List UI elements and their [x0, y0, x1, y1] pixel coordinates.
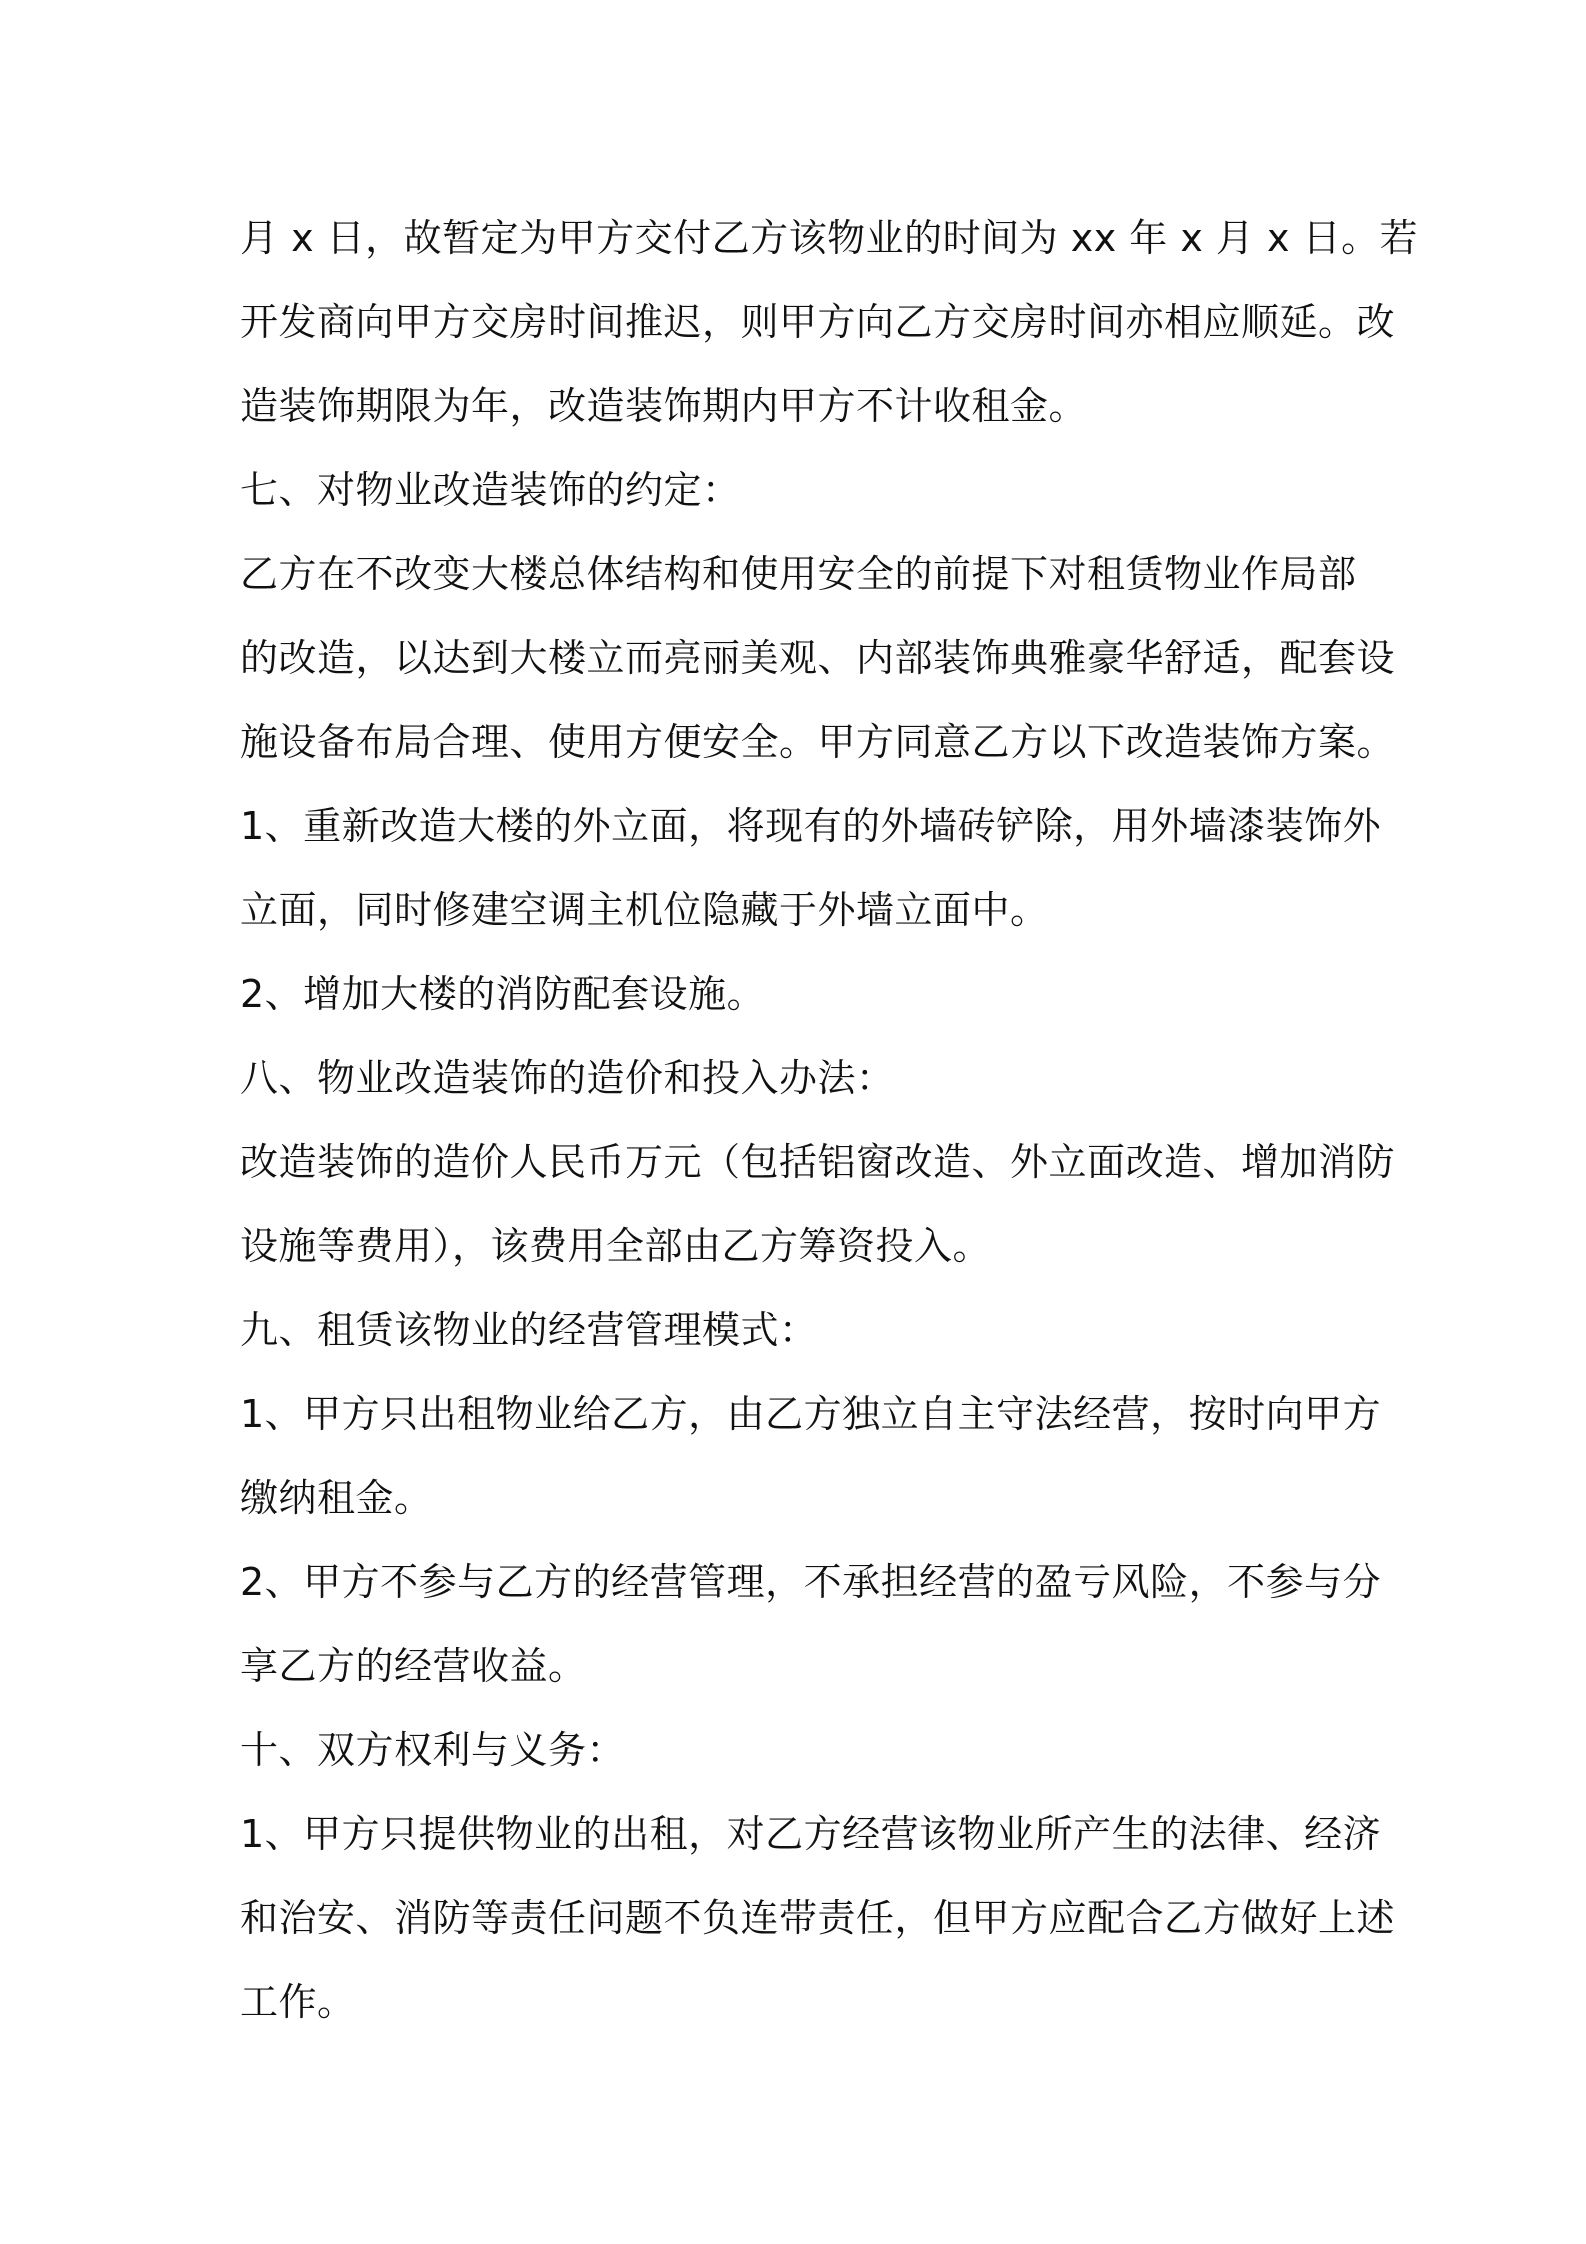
- text-line: 缴纳租金。: [240, 1476, 433, 1520]
- text-line: 2、增加大楼的消防配套设施。: [240, 972, 766, 1016]
- list-item-9-1: [240, 1372, 1382, 1540]
- text-line: 2、甲方不参与乙方的经营管理，不承担经营的盈亏风险，不参与分: [240, 1560, 1382, 1604]
- paragraph-renovation-cost: [240, 1120, 1396, 1288]
- text-line: 1、重新改造大楼的外立面，将现有的外墙砖铲除，用外墙漆装饰外: [240, 804, 1382, 848]
- section-heading-7: [240, 448, 1355, 532]
- list-item-10-1: [240, 1792, 1396, 2044]
- text-line: 月 x 日，故暂定为甲方交付乙方该物业的时间为 xx 年 x 月 x 日。若: [240, 216, 1419, 260]
- document-body: [240, 196, 1419, 2044]
- paragraph-delivery-date: [240, 196, 1419, 448]
- text-line: 1、甲方只出租物业给乙方，由乙方独立自主守法经营，按时向甲方: [240, 1392, 1382, 1436]
- text-line: 工作。: [240, 1980, 356, 2024]
- heading-line: 九、租赁该物业的经营管理模式：: [240, 1308, 818, 1352]
- section-heading-8: [240, 1036, 1355, 1120]
- text-line: 1、甲方只提供物业的出租，对乙方经营该物业所产生的法律、经济: [240, 1812, 1382, 1856]
- paragraph-renovation-scope: [240, 532, 1396, 784]
- text-line: 施设备布局合理、使用方便安全。甲方同意乙方以下改造装饰方案。: [240, 720, 1396, 764]
- text-line: 设施等费用），该费用全部由乙方筹资投入。: [240, 1224, 992, 1268]
- heading-line: 八、物业改造装饰的造价和投入办法：: [240, 1056, 895, 1100]
- list-item-9-2: [240, 1540, 1382, 1708]
- text-line: 和治安、消防等责任问题不负连带责任，但甲方应配合乙方做好上述: [240, 1896, 1396, 1940]
- list-item-7-1: [240, 784, 1382, 952]
- text-line: 的改造，以达到大楼立而亮丽美观、内部装饰典雅豪华舒适，配套设: [240, 636, 1396, 680]
- section-heading-10: [240, 1708, 1355, 1792]
- text-line: 改造装饰的造价人民币万元（包括铝窗改造、外立面改造、增加消防: [240, 1140, 1396, 1184]
- text-line: 造装饰期限为年，改造装饰期内甲方不计收租金。: [240, 384, 1088, 428]
- heading-line: 十、双方权利与义务：: [240, 1728, 626, 1772]
- section-heading-9: [240, 1288, 1355, 1372]
- text-line: 立面，同时修建空调主机位隐藏于外墙立面中。: [240, 888, 1049, 932]
- text-line: 开发商向甲方交房时间推迟，则甲方向乙方交房时间亦相应顺延。改: [240, 300, 1396, 344]
- list-item-7-2: [240, 952, 1355, 1036]
- text-line: 享乙方的经营收益。: [240, 1644, 587, 1688]
- text-line: 乙方在不改变大楼总体结构和使用安全的前提下对租赁物业作局部: [240, 552, 1357, 596]
- heading-line: 七、对物业改造装饰的约定：: [240, 468, 741, 512]
